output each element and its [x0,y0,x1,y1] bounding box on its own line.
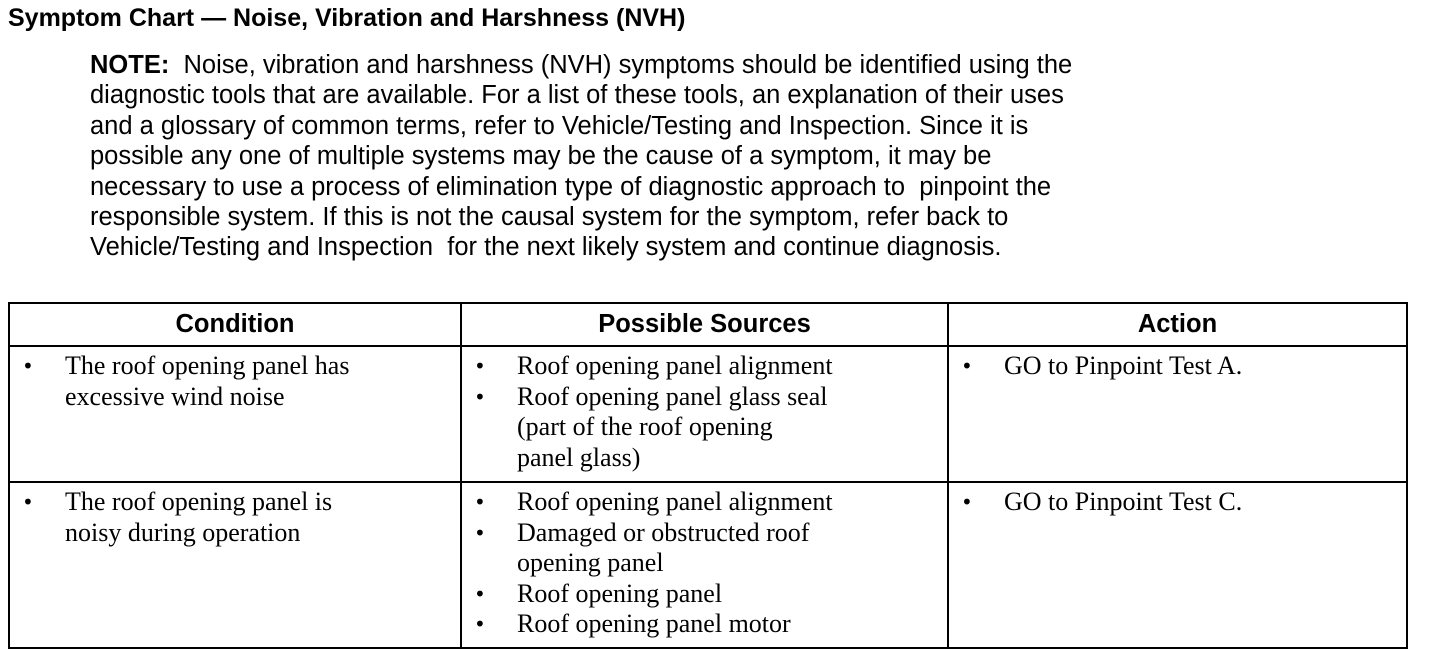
source-text: Roof opening panel alignment [517,351,833,380]
condition-cell [9,482,461,648]
note-line: Vehicle/Testing and Inspection for the next likely system and continue diagnosis. [90,233,1002,262]
bullet-icon: • [474,612,486,636]
note-label: NOTE: [90,51,170,79]
list-item [462,579,941,610]
symptom-chart-table [8,302,1408,649]
bullet-icon: • [22,354,34,378]
note-line: and a glossary of common terms, refer to Vehicle/Testing and Inspection. Since it is [90,111,1029,140]
list-item [10,351,454,412]
source-text: Roof opening panel alignment [517,487,833,516]
action-text: GO to Pinpoint Test C. [1004,487,1243,516]
note-paragraph [90,50,1330,263]
note-text: Noise, vibration and harshness (NVH) symptoms should be identified using the [169,51,1073,79]
header-action: Action [948,303,1407,346]
condition-cell [9,346,461,482]
bullet-icon: • [474,490,486,514]
list-item [949,351,1400,382]
sources-cell [461,482,948,648]
table-header-row [9,303,1407,346]
bullet-icon: • [474,354,486,378]
page-title: Symptom Chart — Noise, Vibration and Harshness (NVH) [8,4,686,32]
bullet-icon: • [474,581,486,606]
list-item [462,518,941,579]
source-text: Roof opening panel motor [517,609,791,638]
table-row [9,346,1407,482]
source-text: Damaged or obstructed roof opening panel [517,517,810,577]
sources-cell [461,346,948,482]
note-line: diagnostic tools that are available. For a list of these tools, an explanation of their uses [90,81,1064,110]
bullet-icon: • [474,520,486,545]
action-text: GO to Pinpoint Test A. [1004,351,1243,380]
note-line [90,50,1330,80]
list-item [462,382,941,474]
note-line: responsible system. If this is not the causal system for the symptom, refer back to [90,203,1009,232]
action-cell [948,346,1407,482]
action-cell [948,482,1407,648]
condition-text: The roof opening panel is noisy during operation [65,487,333,547]
note-line: possible any one of multiple systems may be the cause of a symptom, it may be [90,142,992,171]
table-row [9,482,1407,648]
bullet-icon: • [961,490,973,514]
list-item [462,609,941,640]
bullet-icon: • [22,490,34,514]
bullet-icon: • [474,384,486,409]
source-text: Roof opening panel glass seal (part of the roof opening panel glass) [517,381,828,472]
condition-text: The roof opening panel has excessive wind noise [65,351,350,411]
note-line: necessary to use a process of elimination type of diagnostic approach to pinpoint the [90,172,1052,201]
list-item [10,487,454,548]
bullet-icon: • [961,354,973,378]
list-item [462,351,941,382]
header-condition: Condition [9,303,461,346]
source-text: Roof opening panel [517,578,723,608]
list-item [462,487,941,518]
header-possible-sources: Possible Sources [461,303,948,346]
list-item [949,487,1400,518]
